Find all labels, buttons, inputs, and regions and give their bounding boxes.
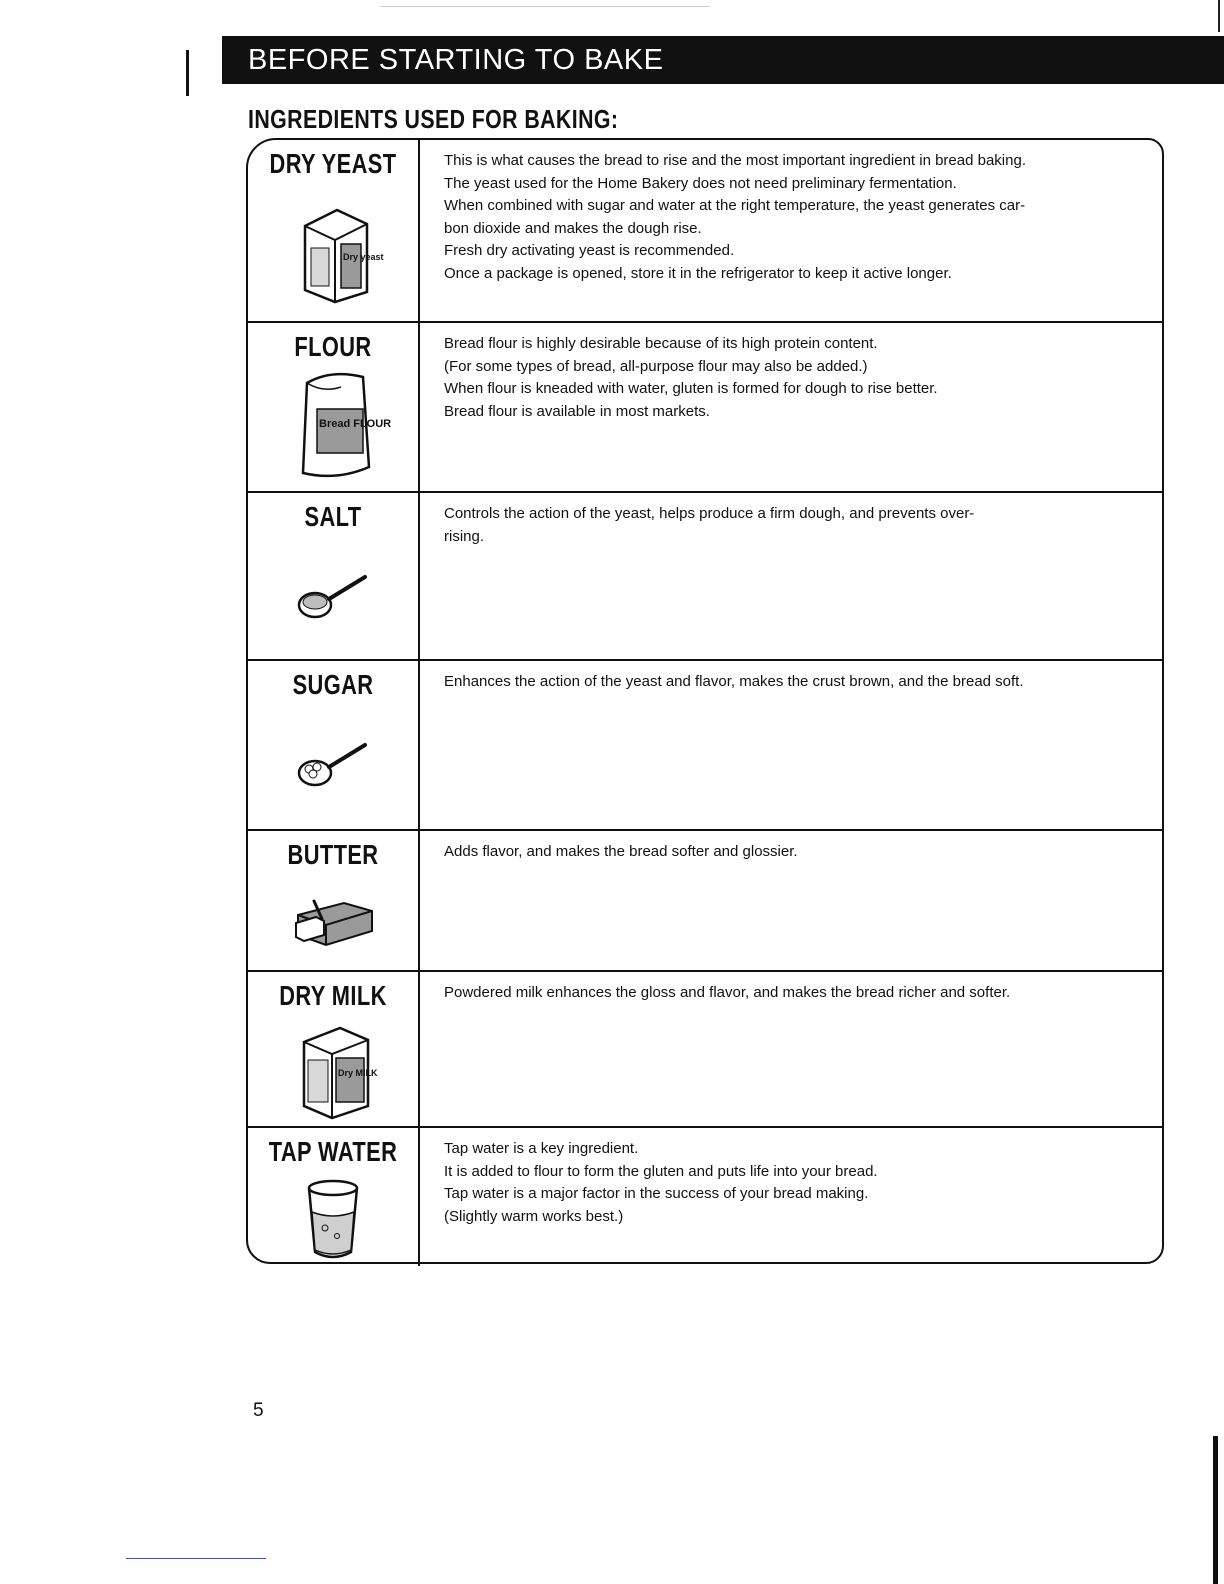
description-line: Bread flour is highly desirable because of its high protein content. (444, 335, 878, 352)
description-line: Tap water is a major factor in the success of your bread making. (444, 1185, 869, 1202)
ingredients-table (246, 138, 1164, 1264)
description-line: Bread flour is available in most markets. (444, 402, 710, 420)
ingredient-name: TAP WATER (268, 1136, 398, 1167)
description-line: Tap water is a key ingredient. (444, 1140, 639, 1157)
ingredient-row-tap-water (248, 1126, 1162, 1266)
sugar-spoon-icon (276, 739, 390, 795)
salt-spoon-icon (276, 571, 390, 627)
section-heading: INGREDIENTS USED FOR BAKING: (248, 104, 619, 134)
ingredient-name: FLOUR (294, 331, 372, 362)
ingredient-description (444, 841, 1148, 864)
butter-block-icon (276, 889, 390, 949)
description-line: Once a package is opened, store it in the refrigerator to keep it active longer. (444, 264, 952, 282)
svg-text:Bread FLOUR: Bread FLOUR (319, 418, 392, 430)
description-line: Powdered milk enhances the gloss and flavor, and makes the bread richer and softer. (444, 984, 1011, 1001)
svg-text:Dry yeast: Dry yeast (343, 252, 384, 262)
ingredient-description (444, 150, 1148, 285)
margin-marker (186, 50, 189, 96)
ingredient-label-cell (248, 831, 420, 970)
ingredient-row-dry-yeast (248, 140, 1162, 321)
ingredient-row-sugar (248, 659, 1162, 829)
flour-bag-icon (276, 367, 390, 485)
description-line: (Slightly warm works best.) (444, 1207, 624, 1225)
description-line: It is added to flour to form the gluten and puts life into your bread. (444, 1162, 878, 1180)
ingredient-label-cell (248, 140, 420, 321)
description-line: Adds flavor, and makes the bread softer and glossier. (444, 843, 798, 860)
ingredient-description (444, 333, 1148, 423)
description-line: This is what causes the bread to rise and the most important ingredient in bread baking. (444, 152, 1026, 169)
description-line: rising. (444, 527, 485, 545)
ingredient-label-cell (248, 661, 420, 829)
ingredient-label-cell (248, 1128, 420, 1266)
ingredient-row-dry-milk (248, 970, 1162, 1126)
ingredient-description (444, 503, 1148, 548)
ingredient-name: DRY MILK (279, 980, 387, 1011)
ingredient-name: DRY YEAST (269, 148, 397, 179)
ingredient-description (444, 1138, 1148, 1228)
description-line: Controls the action of the yeast, helps produce a firm dough, and prevents over- (444, 505, 975, 522)
ingredient-name: SALT (304, 501, 362, 532)
description-line: The yeast used for the Home Bakery does not need preliminary fermentation. (444, 174, 957, 192)
ingredient-row-flour (248, 321, 1162, 491)
ingredient-label-cell (248, 323, 420, 491)
water-glass-icon (276, 1178, 390, 1262)
ingredient-label-cell (248, 493, 420, 659)
ingredient-label-cell (248, 972, 420, 1126)
description-line: (For some types of bread, all-purpose flour may also be added.) (444, 357, 868, 375)
page-title-banner (222, 36, 1224, 84)
ingredient-description (444, 982, 1148, 1005)
edge-mark-top (1218, 0, 1220, 32)
description-line: Enhances the action of the yeast and flavor, makes the crust brown, and the bread soft. (444, 673, 1024, 690)
description-line: bon dioxide and makes the dough rise. (444, 219, 702, 237)
ingredient-name: BUTTER (287, 839, 379, 870)
scan-artifact-underline (126, 1558, 266, 1559)
description-line: When combined with sugar and water at the right temperature, the yeast generates car- (444, 197, 1026, 214)
ingredient-description (444, 671, 1148, 694)
description-line: Fresh dry activating yeast is recommended. (444, 242, 735, 259)
ingredient-row-butter (248, 829, 1162, 970)
scan-artifact-line (380, 6, 710, 7)
edge-mark-bottom (1213, 1436, 1218, 1584)
page-title: BEFORE STARTING TO BAKE (248, 44, 664, 76)
ingredient-row-salt (248, 491, 1162, 659)
ingredient-name: SUGAR (292, 669, 374, 700)
milk-box-icon (276, 1020, 390, 1120)
page-number: 5 (253, 1400, 264, 1421)
svg-text:Dry MILK: Dry MILK (338, 1068, 378, 1078)
yeast-box-icon (276, 204, 390, 304)
description-line: When flour is kneaded with water, gluten is formed for dough to rise better. (444, 380, 938, 397)
